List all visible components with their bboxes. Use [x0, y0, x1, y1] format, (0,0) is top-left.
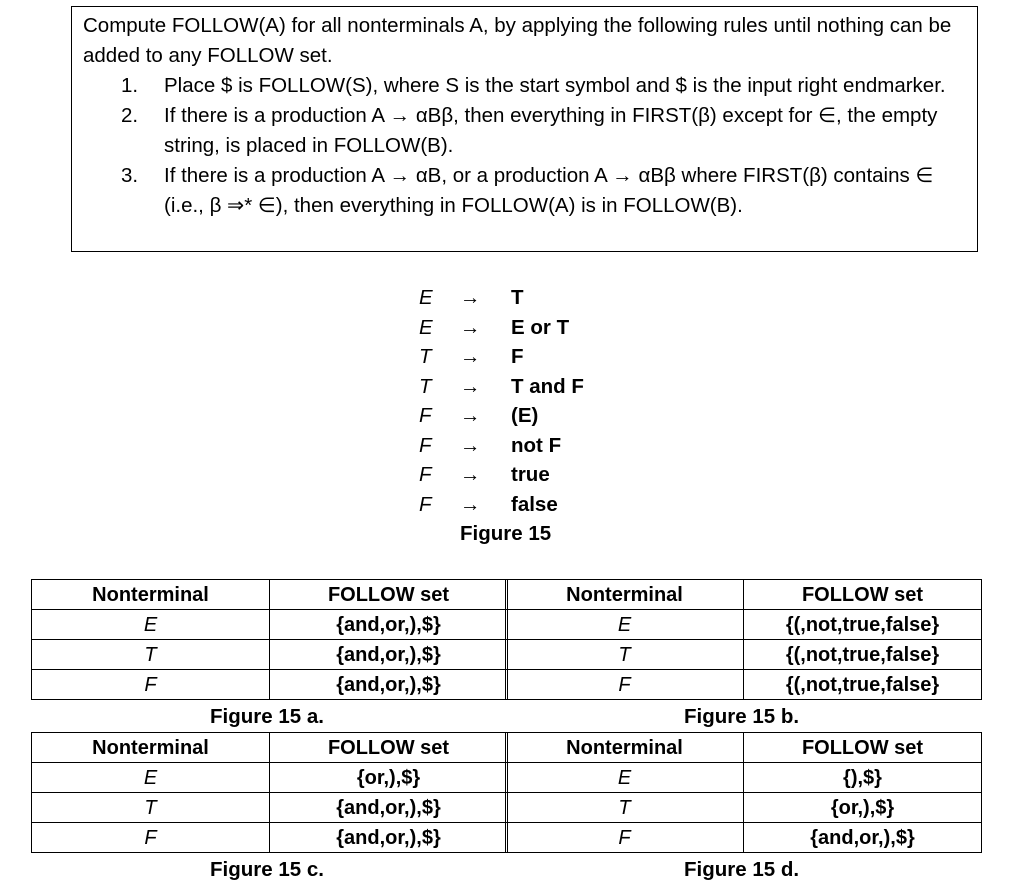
follow-set-cell: {),$} — [744, 763, 982, 793]
follow-table-15d — [505, 732, 982, 853]
production-rhs: F — [511, 345, 524, 368]
production-lhs: T — [419, 374, 432, 398]
table-caption-15c: Figure 15 c. — [210, 858, 324, 881]
nonterminal-cell: T — [32, 640, 270, 670]
nonterminal-cell: T — [506, 793, 744, 823]
follow-rules-box — [71, 6, 978, 252]
production-row — [0, 283, 1024, 313]
nonterminal-cell: E — [506, 763, 744, 793]
table-header-row — [32, 733, 508, 763]
production-row — [0, 460, 1024, 490]
production-lhs: T — [419, 345, 432, 368]
rule-number: 2. — [121, 104, 139, 127]
production-rhs: T — [511, 286, 524, 309]
follow-set-cell: {and,or,),$} — [270, 640, 508, 670]
table-caption-15a: Figure 15 a. — [210, 705, 324, 728]
table-header-row — [506, 733, 982, 763]
production-arrow: → — [460, 345, 481, 368]
production-arrow: → — [460, 433, 481, 457]
follow-set-cell: {(,not,true,false} — [744, 610, 982, 640]
nonterminal-cell: F — [506, 670, 744, 700]
follow-set-cell: {and,or,),$} — [270, 610, 508, 640]
table-row — [32, 640, 508, 670]
follow-table-15c — [31, 732, 508, 853]
table-row — [32, 763, 508, 793]
follow-set-cell: {and,or,),$} — [270, 793, 508, 823]
table-header-row — [32, 580, 508, 610]
nonterminal-cell: E — [506, 610, 744, 640]
rule-number: 1. — [121, 74, 139, 97]
production-lhs: F — [419, 404, 432, 427]
rule-text: If there is a production A → αB, or a production A → αBβ where FIRST(β) contains ∈ (i.e., β ⇒* ∈), then everything in FOLLOW(A) is in FOLLOW(B). — [164, 164, 934, 217]
production-arrow: → — [460, 374, 481, 398]
rules-intro-text: Compute FOLLOW(A) for all nonterminals A, by applying the following rules until nothing can be added to any FOLLOW set. — [83, 14, 952, 67]
header-nonterminal: Nonterminal — [506, 580, 744, 610]
table-row — [32, 793, 508, 823]
follow-set-cell: {and,or,),$} — [744, 823, 982, 853]
header-follow-set: FOLLOW set — [744, 580, 982, 610]
table-caption-15d: Figure 15 d. — [684, 858, 800, 881]
rule-item-3 — [83, 161, 967, 221]
header-nonterminal: Nonterminal — [32, 733, 270, 763]
table-row — [506, 793, 982, 823]
follow-set-cell: {and,or,),$} — [270, 670, 508, 700]
table-row — [506, 610, 982, 640]
production-row — [0, 313, 1024, 343]
table-row — [506, 670, 982, 700]
nonterminal-cell: E — [32, 763, 270, 793]
header-follow-set: FOLLOW set — [270, 580, 508, 610]
rule-text: If there is a production A → αBβ, then everything in FIRST(β) except for ∈, the empty string, is placed in FOLLOW(B). — [164, 104, 938, 157]
production-row — [0, 490, 1024, 520]
table-row — [506, 640, 982, 670]
header-follow-set: FOLLOW set — [270, 733, 508, 763]
rule-item-1 — [83, 71, 967, 101]
production-rhs: false — [511, 492, 558, 516]
rule-text: Place $ is FOLLOW(S), where S is the start symbol and $ is the input right endmarker. — [164, 74, 946, 97]
table-row — [506, 823, 982, 853]
nonterminal-cell: F — [32, 823, 270, 853]
follow-table-15b — [505, 579, 982, 700]
follow-set-cell: {or,),$} — [744, 793, 982, 823]
header-follow-set: FOLLOW set — [744, 733, 982, 763]
rule-number: 3. — [121, 164, 139, 187]
production-arrow: → — [460, 463, 481, 486]
production-arrow: → — [460, 404, 481, 427]
follow-set-cell: {or,),$} — [270, 763, 508, 793]
nonterminal-cell: T — [32, 793, 270, 823]
table-row — [32, 670, 508, 700]
production-lhs: F — [419, 492, 432, 516]
follow-set-cell: {and,or,),$} — [270, 823, 508, 853]
header-nonterminal: Nonterminal — [32, 580, 270, 610]
follow-set-cell: {(,not,true,false} — [744, 670, 982, 700]
header-nonterminal: Nonterminal — [506, 733, 744, 763]
production-rhs: T and F — [511, 374, 584, 398]
table-row — [506, 763, 982, 793]
production-rhs: E or T — [511, 315, 570, 339]
follow-set-cell: {(,not,true,false} — [744, 640, 982, 670]
production-arrow: → — [460, 492, 481, 516]
follow-table-15a — [31, 579, 508, 700]
production-row — [0, 342, 1024, 372]
production-row — [0, 401, 1024, 431]
production-lhs: E — [419, 315, 433, 339]
production-arrow: → — [460, 286, 481, 309]
production-lhs: F — [419, 463, 432, 486]
production-arrow: → — [460, 315, 481, 339]
rule-item-2 — [83, 101, 967, 161]
table-header-row — [506, 580, 982, 610]
grammar-figure-caption: Figure 15 — [460, 522, 552, 545]
production-rhs: (E) — [511, 404, 539, 427]
nonterminal-cell: F — [506, 823, 744, 853]
rules-intro — [83, 11, 967, 71]
production-rhs: true — [511, 463, 550, 486]
nonterminal-cell: E — [32, 610, 270, 640]
rules-list — [83, 71, 967, 221]
table-caption-15b: Figure 15 b. — [684, 705, 800, 728]
production-lhs: F — [419, 433, 432, 457]
table-row — [32, 610, 508, 640]
table-row — [32, 823, 508, 853]
production-row — [0, 431, 1024, 461]
production-row — [0, 372, 1024, 402]
nonterminal-cell: F — [32, 670, 270, 700]
nonterminal-cell: T — [506, 640, 744, 670]
production-rhs: not F — [511, 433, 562, 457]
production-lhs: E — [419, 286, 433, 309]
